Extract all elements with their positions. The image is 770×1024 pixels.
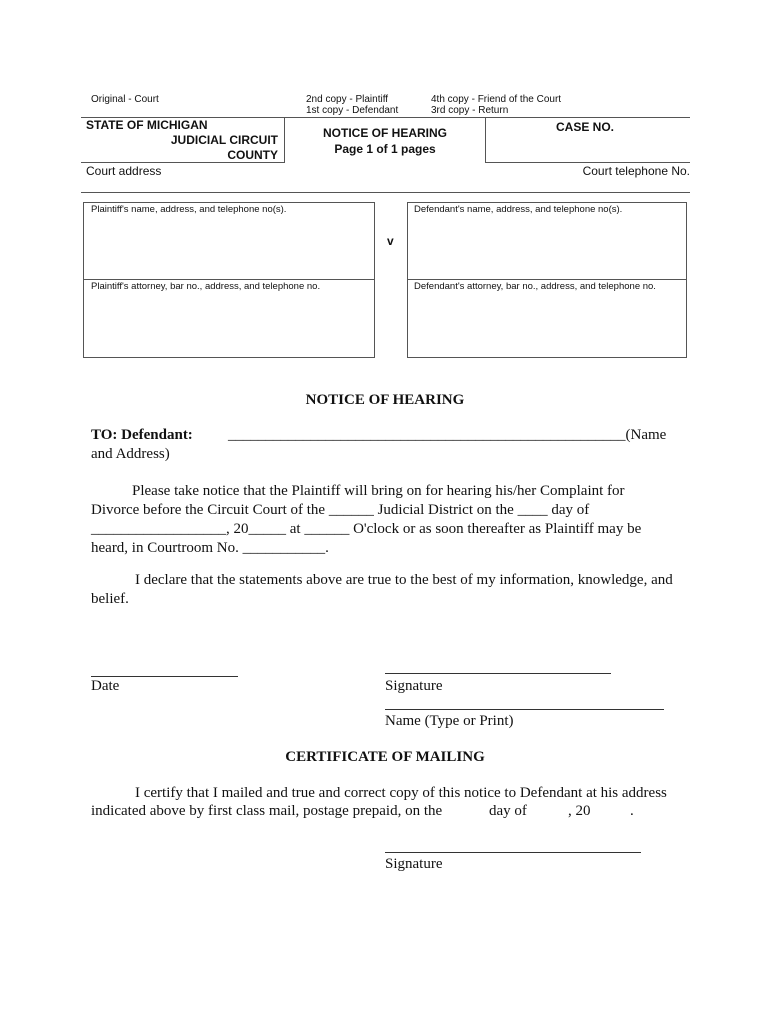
court-address-rule: [81, 192, 690, 193]
printed-name-line[interactable]: [385, 709, 664, 710]
court-phone-label: Court telephone No.: [582, 164, 690, 178]
defendant-name-line[interactable]: [228, 427, 666, 444]
notice-line-4: heard, in Courtroom No. ___________.: [91, 540, 329, 556]
plaintiff-attorney-label: Plaintiff's attorney, bar no., address, and telephone no.: [91, 281, 321, 292]
notice-line-1: Please take notice that the Plaintiff will bring on for hearing his/her Complaint for: [132, 483, 625, 499]
defendant-attorney-label: Defendant's attorney, bar no., address, and telephone no.: [414, 281, 656, 292]
copy-third: 3rd copy - Return: [431, 105, 509, 116]
certificate-signature-line[interactable]: [385, 852, 641, 853]
caption-bottom-rule-right: [485, 162, 690, 163]
notice-line-2: Divorce before the Circuit Court of the ______ Judicial District on the ____ day of: [91, 502, 590, 518]
plaintiff-label: Plaintiff's name, address, and telephone no(s).: [91, 204, 287, 215]
county-label: COUNTY: [227, 148, 278, 162]
caption-bottom-rule-left: [81, 162, 285, 163]
defendant-box-divider: [408, 279, 686, 280]
notice-title: NOTICE OF HEARING: [305, 392, 465, 408]
caption-divider-right: [485, 117, 486, 162]
copy-fourth: 4th copy - Friend of the Court: [431, 94, 562, 105]
signature-line[interactable]: [385, 673, 611, 674]
declaration-line-2: belief.: [91, 591, 129, 607]
form-title: NOTICE OF HEARING: [322, 126, 447, 140]
date-line[interactable]: [91, 676, 238, 677]
certificate-period: .: [630, 803, 634, 819]
certificate-day-of: day of: [489, 803, 527, 819]
case-no-label: CASE NO.: [556, 120, 615, 134]
notice-paragraph: [91, 482, 691, 558]
certificate-year: , 20: [568, 803, 591, 819]
printed-name-label: Name (Type or Print): [385, 713, 514, 729]
declaration-paragraph: [91, 571, 691, 609]
state-label: STATE OF MICHIGAN: [86, 118, 208, 132]
copy-second: 2nd copy - Plaintiff: [306, 94, 389, 105]
defendant-box: [407, 202, 687, 358]
certificate-line-2a: indicated above by first class mail, postage prepaid, on the: [91, 803, 443, 819]
defendant-name-blank[interactable]: _____________________________________________________: [228, 427, 626, 443]
certificate-title: CERTIFICATE OF MAILING: [285, 749, 485, 765]
date-label: Date: [91, 678, 120, 694]
copy-original: Original - Court: [91, 94, 159, 105]
plaintiff-box: [83, 202, 375, 358]
address-hint: and Address): [91, 446, 170, 462]
circuit-label: JUDICIAL CIRCUIT: [170, 133, 278, 147]
versus-label: v: [387, 234, 394, 248]
court-address-label: Court address: [86, 164, 162, 178]
certificate-line-1: I certify that I mailed and true and correct copy of this notice to Defendant at his address: [135, 785, 667, 801]
certificate-signature-label: Signature: [385, 856, 443, 872]
to-defendant-label: TO: Defendant:: [91, 427, 193, 443]
notice-line-3: __________________, 20_____ at ______ O'clock or as soon thereafter as Plaintiff may be: [91, 521, 642, 537]
name-hint: (Name: [625, 427, 667, 443]
declaration-line-1: I declare that the statements above are true to the best of my information, knowledge, and: [135, 572, 673, 588]
page-info: Page 1 of 1 pages: [334, 142, 436, 156]
plaintiff-box-divider: [84, 279, 374, 280]
signature-label: Signature: [385, 678, 443, 694]
copy-first: 1st copy - Defendant: [306, 105, 399, 116]
defendant-label: Defendant's name, address, and telephone no(s).: [414, 204, 623, 215]
